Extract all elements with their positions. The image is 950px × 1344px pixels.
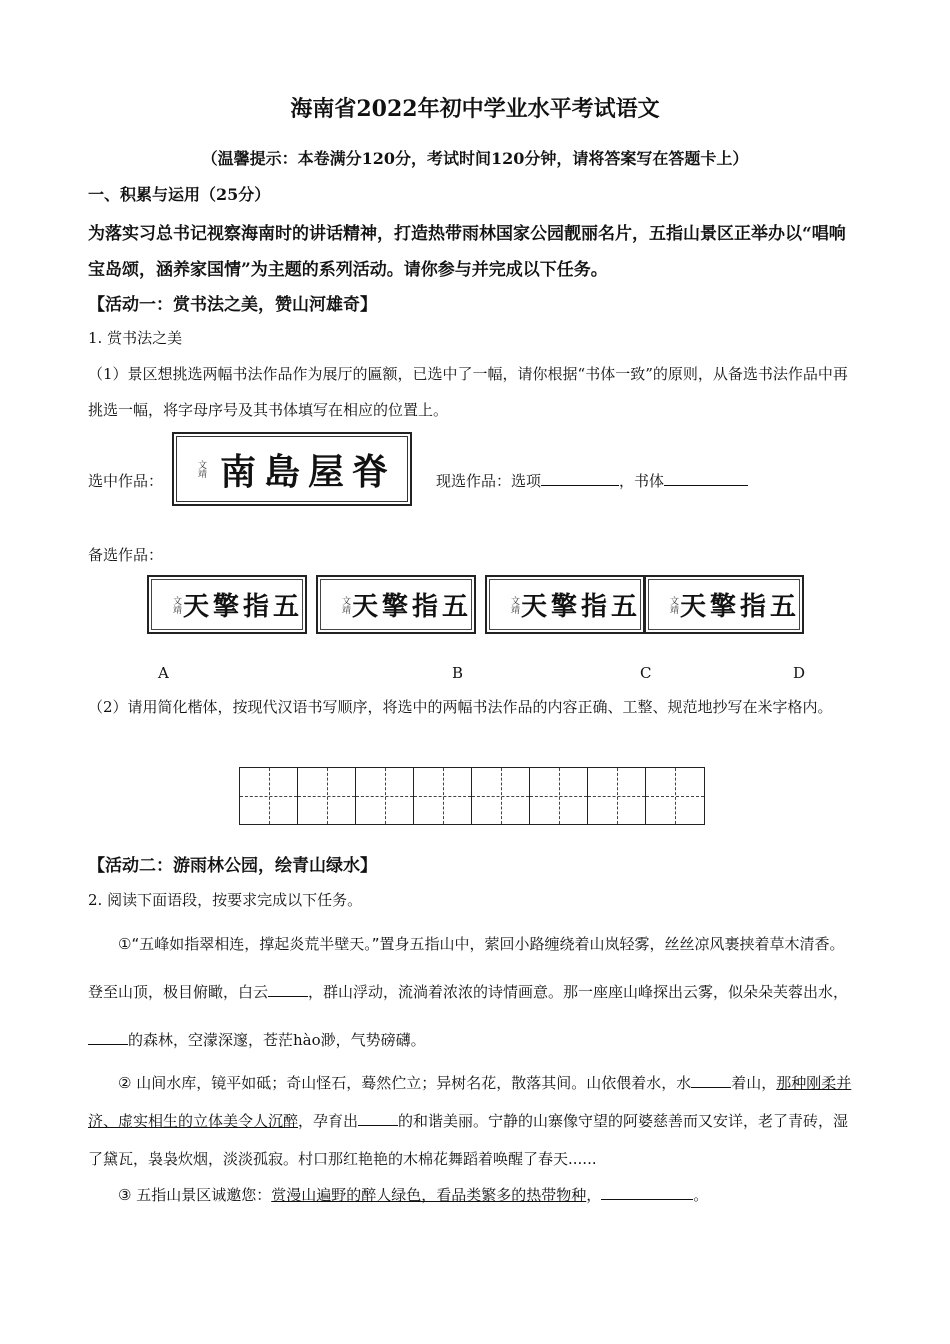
fill-blank[interactable] (691, 1073, 731, 1088)
passage-text: ， (586, 1186, 602, 1204)
underlined-sentence: 赏漫山遍野的醉人绿色，看品类繁多的热带物种 (271, 1186, 587, 1204)
intro-paragraph: 为落实习总书记视察海南时的讲话精神，打造热带雨林国家公园靓丽名片，五指山景区正举办以“唱响宝岛颂，涵养家国情”为主题的系列活动。请你参与并完成以下任务。 (88, 224, 846, 280)
option-b-calligraphy (316, 575, 476, 634)
selected-label: 选中作品： (88, 472, 164, 490)
page-title: 海南省2022年初中学业水平考试语文 (290, 96, 660, 122)
seal-mark: 文靖 (668, 595, 678, 614)
grid-cell[interactable] (414, 768, 472, 824)
option-a-calligraphy (147, 575, 307, 634)
question-1-2: （2）请用简化楷体，按现代汉语书写顺序，将选中的两幅书法作品的内容正确、工整、规范地抄写在米字格内。 (88, 698, 833, 716)
option-b-letter: B (452, 664, 464, 682)
seal-mark: 文靖 (340, 595, 350, 614)
passage-text: 着山， (731, 1074, 777, 1092)
grid-cell[interactable] (298, 768, 356, 824)
option-d-calligraphy (644, 575, 804, 634)
passage-text: 的森林，空濛深邃，苍茫 (128, 1031, 294, 1049)
seal-mark: 文靖 (196, 460, 206, 478)
current-selection-line (436, 463, 748, 499)
passage-text: ，孕育出 (298, 1112, 359, 1130)
grid-cell[interactable] (356, 768, 414, 824)
seal-mark: 文靖 (171, 595, 181, 614)
options-label: 备选作品： (88, 546, 164, 564)
pinyin-annotation: hào (293, 1031, 321, 1049)
option-a-text: 五指擎天 (182, 592, 303, 622)
grid-cell[interactable] (588, 768, 646, 824)
passage-paragraph-2 (88, 1064, 853, 1178)
grid-cell[interactable] (472, 768, 530, 824)
passage-text: ①“五峰如指翠相连，撑起炎荒半壁天。”置身五指山中，萦回小路缠绕着山岚轻雾，丝丝凉风裹挟着草木清香。登至山顶，极目俯瞰，白云 (88, 935, 845, 1001)
activity-one-heading: 【活动一：赏书法之美，赞山河雄奇】 (88, 295, 377, 315)
grid-cell[interactable] (646, 768, 704, 824)
activity-two-heading: 【活动二：游雨林公园，绘青山绿水】 (88, 856, 377, 876)
passage-text: ，群山浮动，流淌着浓浓的诗情画意。那一座座山峰探出云雾，似朵朵芙蓉出水， (308, 983, 849, 1001)
passage-paragraph-1 (88, 920, 853, 1064)
grid-cell[interactable] (530, 768, 588, 824)
question-2: 2. 阅读下面语段，按要求完成以下任务。 (88, 891, 363, 909)
exam-tip: （温馨提示：本卷满分120分，考试时间120分钟，请将答案写在答题卡上） (201, 149, 749, 168)
fill-blank[interactable] (601, 1185, 693, 1200)
passage-text: 渺，气势磅礴。 (320, 1031, 426, 1049)
option-a-letter: A (158, 664, 169, 682)
option-b-text: 五指擎天 (351, 592, 472, 622)
passage-paragraph-3 (88, 1176, 853, 1214)
option-d-letter: D (793, 664, 806, 682)
current-label-option: 现选作品：选项 (436, 472, 542, 490)
script-blank[interactable] (664, 471, 748, 486)
passage-text: ② 山间水库，镜平如砥；奇山怪石，蓦然伫立；异树名花，散落其间。山依偎着水，水 (118, 1074, 692, 1092)
fill-blank[interactable] (88, 1030, 128, 1045)
passage-text: 的和谐美丽。宁静的山寨像守望的阿婆慈善而又安详，老了青砖，湿了黛瓦，袅袅炊烟，淡淡孤寂。村口那红艳艳的木棉花舞蹈着唤醒了春天...... (88, 1112, 849, 1168)
section-heading: 一、积累与运用（25分） (88, 185, 271, 204)
option-blank[interactable] (541, 471, 619, 486)
underlined-sentence: 那种刚柔并济、虚实相生的立体美令人沉醉 (88, 1074, 852, 1130)
current-label-script: ，书体 (619, 472, 665, 490)
fill-blank[interactable] (268, 982, 308, 997)
passage-text: 。 (693, 1186, 709, 1204)
writing-grid (239, 767, 705, 825)
option-d-text: 五指擎天 (679, 592, 800, 622)
question-1-1: （1）景区想挑选两幅书法作品作为展厅的匾额，已选中了一幅，请你根据“书体一致”的原则，从备选书法作品中再挑选一幅，将字母序号及其书体填写在相应的位置上。 (88, 365, 848, 419)
seal-mark: 文靖 (509, 595, 519, 614)
passage-text: ③ 五指山景区诚邀您： (118, 1186, 272, 1204)
grid-cell[interactable] (240, 768, 298, 824)
selected-calligraphy-text: 南島屋脊 (219, 450, 396, 493)
option-c-text: 五指擎天 (520, 592, 641, 622)
option-c-letter: C (640, 664, 652, 682)
fill-blank[interactable] (358, 1111, 398, 1126)
selected-calligraphy (172, 432, 412, 506)
question-1: 1. 赏书法之美 (88, 329, 183, 347)
option-c-calligraphy (485, 575, 645, 634)
